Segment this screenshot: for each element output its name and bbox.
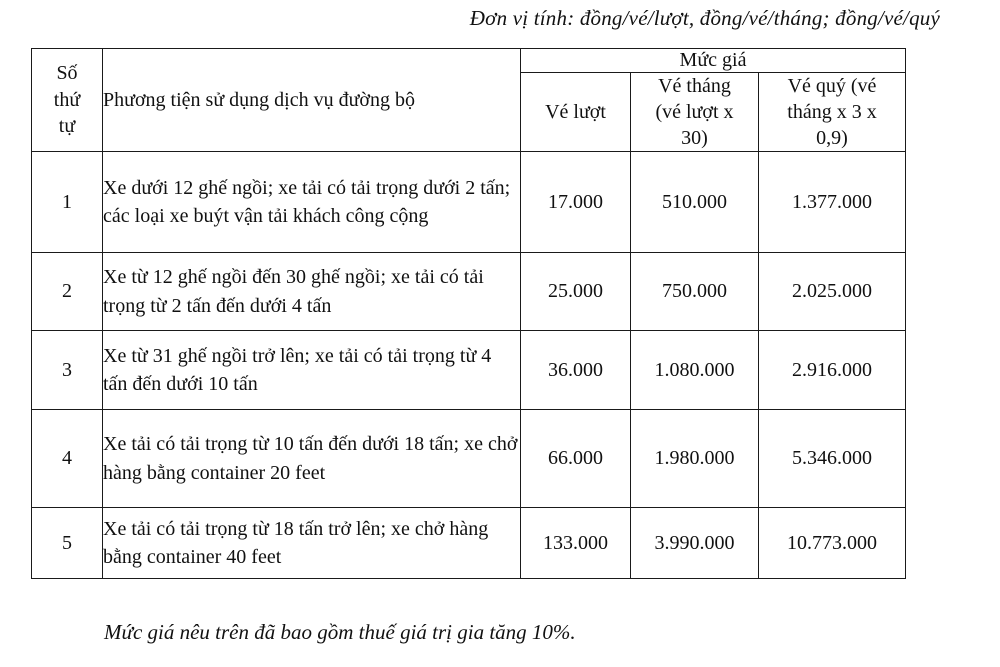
column-header-quarterly-ticket-line-2: tháng x 3 x <box>787 101 877 123</box>
column-header-index <box>32 49 103 152</box>
column-header-index-line-3: tự <box>58 115 76 138</box>
cell-index: 4 <box>32 410 103 508</box>
table-header <box>32 49 906 152</box>
table-header-row-top <box>32 49 906 73</box>
cell-monthly-ticket-price: 1.980.000 <box>631 410 759 508</box>
column-header-monthly-ticket-line-2: (vé lượt x <box>655 101 734 123</box>
cell-monthly-ticket-price: 3.990.000 <box>631 508 759 579</box>
cell-index: 3 <box>32 331 103 410</box>
column-header-quarterly-ticket-line-1: Vé quý (vé <box>787 75 877 97</box>
column-header-monthly-ticket-line-3: 30) <box>681 127 708 149</box>
column-header-monthly-ticket-line-1: Vé tháng <box>658 75 731 97</box>
column-header-monthly-ticket <box>631 73 759 152</box>
column-header-description: Phương tiện sử dụng dịch vụ đường bộ <box>103 49 521 152</box>
cell-single-ticket-price: 36.000 <box>521 331 631 410</box>
table-row <box>32 253 906 331</box>
cell-monthly-ticket-price: 510.000 <box>631 152 759 253</box>
clipped-bottom-text <box>104 656 724 667</box>
road-service-price-table <box>31 48 906 579</box>
table-row <box>32 152 906 253</box>
cell-quarterly-ticket-price: 2.025.000 <box>759 253 906 331</box>
cell-index: 2 <box>32 253 103 331</box>
column-header-price-group: Mức giá <box>521 49 906 73</box>
column-header-index-line-2: thứ <box>53 88 81 111</box>
column-header-index-line-1: Số <box>56 62 78 85</box>
cell-quarterly-ticket-price: 5.346.000 <box>759 410 906 508</box>
cell-description: Xe từ 12 ghế ngồi đến 30 ghế ngồi; xe tải có tải trọng từ 2 tấn đến dưới 4 tấn <box>103 253 521 331</box>
cell-index: 5 <box>32 508 103 579</box>
column-header-quarterly-ticket <box>759 73 906 152</box>
cell-description: Xe tải có tải trọng từ 10 tấn đến dưới 18 tấn; xe chở hàng bằng container 20 feet <box>103 410 521 508</box>
cell-description: Xe tải có tải trọng từ 18 tấn trở lên; xe chở hàng bằng container 40 feet <box>103 508 521 579</box>
vat-footnote: Mức giá nêu trên đã bao gồm thuế giá trị gia tăng 10%. <box>104 620 576 644</box>
cell-single-ticket-price: 66.000 <box>521 410 631 508</box>
column-header-single-ticket: Vé lượt <box>521 73 631 152</box>
cell-single-ticket-price: 133.000 <box>521 508 631 579</box>
cell-single-ticket-price: 25.000 <box>521 253 631 331</box>
unit-of-measure-line: Đơn vị tính: đồng/vé/lượt, đồng/vé/tháng; đồng/vé/quý <box>469 6 940 30</box>
cell-monthly-ticket-price: 1.080.000 <box>631 331 759 410</box>
cell-quarterly-ticket-price: 1.377.000 <box>759 152 906 253</box>
cell-index: 1 <box>32 152 103 253</box>
price-table-container <box>31 48 905 579</box>
cell-description: Xe dưới 12 ghế ngồi; xe tải có tải trọng dưới 2 tấn; các loại xe buýt vận tải khách công cộng <box>103 152 521 253</box>
table-row <box>32 508 906 579</box>
table-row <box>32 331 906 410</box>
cell-quarterly-ticket-price: 2.916.000 <box>759 331 906 410</box>
column-header-quarterly-ticket-line-3: 0,9) <box>816 127 848 149</box>
table-row <box>32 410 906 508</box>
table-body <box>32 152 906 579</box>
cell-monthly-ticket-price: 750.000 <box>631 253 759 331</box>
cell-description: Xe từ 31 ghế ngồi trở lên; xe tải có tải trọng từ 4 tấn đến dưới 10 tấn <box>103 331 521 410</box>
cell-quarterly-ticket-price: 10.773.000 <box>759 508 906 579</box>
cell-single-ticket-price: 17.000 <box>521 152 631 253</box>
